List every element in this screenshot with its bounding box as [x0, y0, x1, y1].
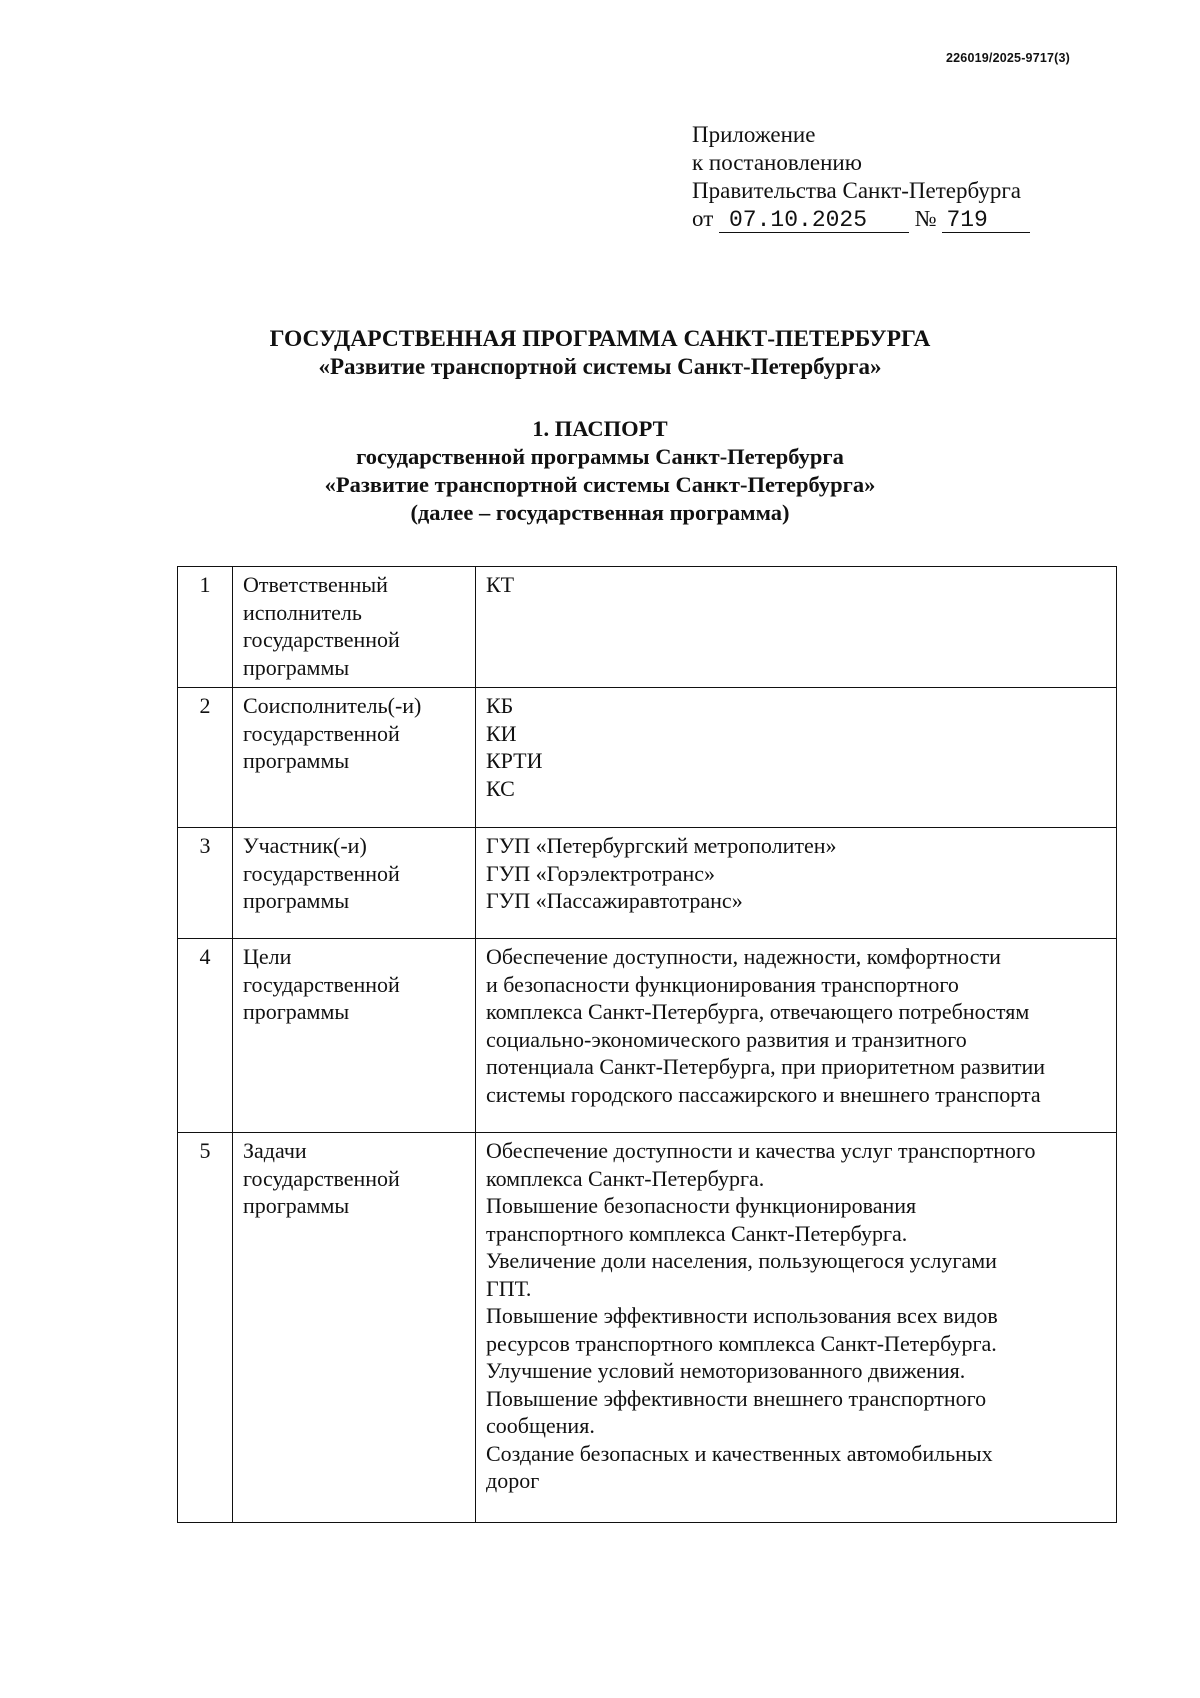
row-label-line: исполнитель [243, 599, 362, 625]
row-value [476, 567, 1117, 688]
appendix-title: Приложение [692, 122, 816, 147]
row-value-line: ГУП «Горэлектротранс» [486, 860, 715, 886]
row-value-line: Обеспечение доступности, надежности, комфортности [486, 944, 1001, 969]
row-label-line: программы [243, 748, 350, 773]
passport-heading-line4: (далее – государственная программа) [410, 500, 790, 525]
row-value-line: КРТИ [486, 748, 543, 773]
row-label-line: государственной [243, 627, 400, 652]
table-row [178, 828, 1117, 939]
table-row [178, 567, 1117, 688]
row-number: 3 [178, 828, 233, 939]
table-row [178, 688, 1117, 828]
row-value-line: комплекса Санкт-Петербурга, отвечающего потребностям [486, 999, 1030, 1024]
row-value [476, 828, 1117, 939]
decree-date-number-line [692, 205, 1030, 233]
row-value-line: Повышение безопасности функционирования [486, 1193, 917, 1218]
row-value-line: комплекса Санкт-Петербурга. [486, 1165, 765, 1191]
row-label-line: Участник(-и) [243, 833, 367, 858]
decree-from-label: от [692, 206, 714, 231]
row-label-line: программы [243, 888, 350, 913]
row-value-line: ресурсов транспортного комплекса Санкт-Петербурга. [486, 1330, 997, 1356]
row-value-line: Улучшение условий немоторизованного движения. [486, 1358, 966, 1383]
row-value-line: системы городского пассажирского и внешнего транспорта [486, 1081, 1041, 1107]
row-label-line: Ответственный [243, 572, 388, 597]
row-label-line: Соисполнитель(-и) [243, 693, 422, 718]
row-value [476, 688, 1117, 828]
decree-date: 07.10.2025 [719, 208, 909, 233]
program-title [0, 325, 1200, 381]
row-label-line: Задачи [243, 1138, 307, 1163]
passport-heading-line1: 1. ПАСПОРТ [532, 416, 668, 441]
row-value-line: КИ [486, 720, 517, 746]
appendix-government: Правительства Санкт-Петербурга [692, 178, 1021, 203]
row-value-line: ГУП «Пассажиравтотранс» [486, 888, 743, 913]
row-value-line: социально-экономического развития и транзитного [486, 1026, 967, 1052]
appendix-decree-ref: к постановлению [692, 150, 862, 175]
row-number: 4 [178, 939, 233, 1133]
row-label [233, 688, 476, 828]
row-label-line: Цели [243, 944, 292, 969]
row-label-line: государственной [243, 971, 400, 997]
row-label-line: программы [243, 1193, 350, 1218]
row-value-line: Обеспечение доступности и качества услуг транспортного [486, 1138, 1036, 1163]
table-row [178, 1133, 1117, 1523]
row-value-line: Создание безопасных и качественных автомобильных [486, 1440, 993, 1466]
program-title-line1: ГОСУДАРСТВЕННАЯ ПРОГРАММА САНКТ-ПЕТЕРБУРГА [269, 326, 931, 352]
row-value-line: КС [486, 775, 515, 801]
row-value-line: КБ [486, 693, 514, 718]
passport-heading [0, 415, 1200, 527]
row-value-line: дорог [486, 1468, 540, 1493]
row-value-line: потенциала Санкт-Петербурга, при приоритетном развитии [486, 1054, 1046, 1079]
row-value-line: Увеличение доли населения, пользующегося услугами [486, 1248, 997, 1273]
row-value-line: сообщения. [486, 1413, 595, 1438]
passport-heading-line3: «Развитие транспортной системы Санкт-Петербурга» [324, 472, 876, 497]
row-label-line: государственной [243, 720, 400, 746]
appendix-header [692, 121, 1030, 233]
row-label [233, 1133, 476, 1523]
row-label-line: программы [243, 654, 350, 680]
document-registration-number: 226019/2025-9717(3) [946, 51, 1071, 65]
row-label [233, 567, 476, 688]
row-label [233, 939, 476, 1133]
row-value-line: КТ [486, 572, 515, 597]
passport-table [177, 566, 1117, 1523]
row-value-line: Повышение эффективности использования всех видов [486, 1303, 998, 1328]
row-label [233, 828, 476, 939]
table-row [178, 939, 1117, 1133]
row-value-line: ГПТ. [486, 1275, 532, 1301]
row-value [476, 1133, 1117, 1523]
decree-number-label: № [914, 206, 937, 231]
row-number: 2 [178, 688, 233, 828]
row-value-line: Повышение эффективности внешнего транспортного [486, 1385, 987, 1411]
row-value-line: ГУП «Петербургский метрополитен» [486, 833, 837, 858]
row-value [476, 939, 1117, 1133]
row-label-line: программы [243, 999, 350, 1024]
row-value-line: и безопасности функционирования транспортного [486, 971, 959, 997]
row-number: 5 [178, 1133, 233, 1523]
row-label-line: государственной [243, 860, 400, 886]
row-value-line: транспортного комплекса Санкт-Петербурга. [486, 1220, 908, 1246]
row-label-line: государственной [243, 1165, 400, 1191]
program-title-line2: «Развитие транспортной системы Санкт-Петербурга» [318, 354, 882, 379]
decree-number: 719 [942, 208, 1030, 233]
row-number: 1 [178, 567, 233, 688]
passport-heading-line2: государственной программы Санкт-Петербурга [356, 444, 844, 469]
